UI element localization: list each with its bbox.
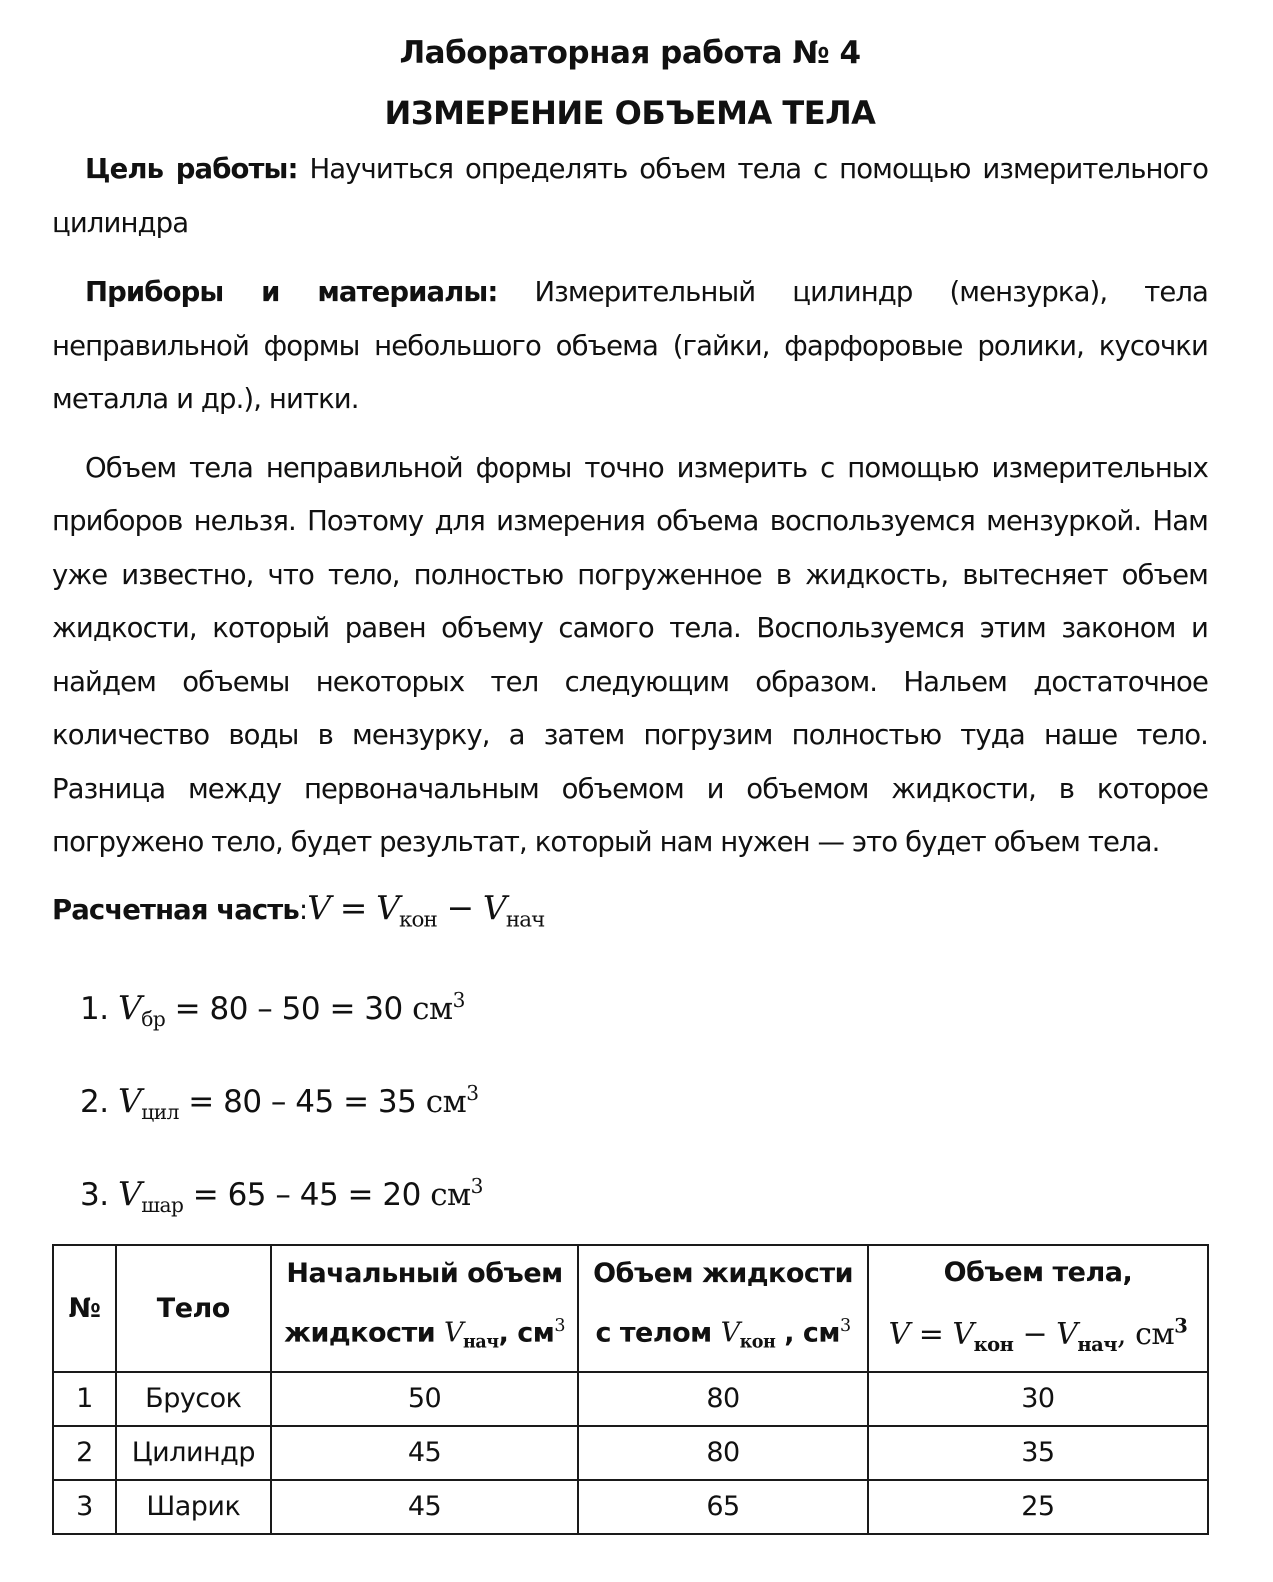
cell-initial: 45 xyxy=(271,1480,579,1534)
cell-volume: 35 xyxy=(868,1426,1208,1480)
cell-volume: 30 xyxy=(868,1372,1208,1426)
cell-final: 80 xyxy=(578,1426,868,1480)
tools-paragraph xyxy=(52,266,1208,427)
header-num: № xyxy=(53,1245,116,1372)
cell-body: Шарик xyxy=(116,1480,271,1534)
cell-final: 65 xyxy=(578,1480,868,1534)
calc-label: Расчетная часть xyxy=(52,893,299,926)
cell-initial: 50 xyxy=(271,1372,579,1426)
main-formula: $V = V_{кон} - V_{нач}$ xyxy=(307,887,545,932)
equation-1: 1. $V_{бр} = 80 - 50 = 30$ $см^3$ xyxy=(80,988,465,1032)
cell-num: 2 xyxy=(53,1426,116,1480)
header-body: Тело xyxy=(116,1245,271,1372)
calc-heading xyxy=(52,888,1208,941)
table-header-row xyxy=(53,1245,1208,1372)
cell-num: 1 xyxy=(53,1372,116,1426)
calc-colon: : xyxy=(298,893,308,926)
cell-volume: 25 xyxy=(868,1480,1208,1534)
goal-text: Научиться определять объем тела с помощью измерительного цилиндра xyxy=(52,153,1209,239)
table-row xyxy=(53,1480,1208,1534)
tools-text: Измерительный цилиндр (мензурка), тела неправильной формы небольшого объема (гайки, фарфоровые ролики, кусочки металла и др.), нитки. xyxy=(52,276,1208,415)
goal-label: Цель работы: xyxy=(85,153,298,185)
document-subtitle: ИЗМЕРЕНИЕ ОБЪЕМА ТЕЛА xyxy=(384,94,876,132)
document-page xyxy=(52,28,1208,1249)
tools-label: Приборы и материалы: xyxy=(85,276,498,308)
cell-body: Брусок xyxy=(116,1372,271,1426)
document-title: Лабораторная работа № 4 xyxy=(399,35,861,71)
table-row xyxy=(53,1372,1208,1426)
table-row xyxy=(53,1426,1208,1480)
cell-num: 3 xyxy=(53,1480,116,1534)
goal-paragraph xyxy=(52,143,1208,250)
header-body-volume: Объем тела, $V = V_{кон} - V_{нач}$, $см^3$ xyxy=(868,1245,1208,1372)
header-final-volume: Объем жидкости с телом $V_{кон}$ , $см^3$ xyxy=(578,1245,868,1372)
body-paragraph: Объем тела неправильной формы точно измерить с помощью измерительных приборов нельзя. Поэтому для измерения объема воспользуемся мензуркой. Нам уже известно, что тело, полностью погруженное в жидкость, вытесняет объем жидкости, который равен объему самого тела. Воспользуемся этим законом и найдем объемы некоторых тел следующим образом. Нальем достаточное количество воды в мензурку, а затем погрузим полностью туда наше тело. Разница между первоначальным объемом и объемом жидкости, в которое погружено тело, будет результат, который нам нужен — это будет объем тела. xyxy=(52,451,1208,858)
cell-body: Цилиндр xyxy=(116,1426,271,1480)
cell-initial: 45 xyxy=(271,1426,579,1480)
equation-2: 2. $V_{цил} = 80 - 45 = 35$ $см^3$ xyxy=(80,1081,479,1125)
results-table xyxy=(52,1244,1209,1535)
cell-final: 80 xyxy=(578,1372,868,1426)
equation-3: 3. $V_{шар} = 65 - 45 = 20$ $см^3$ xyxy=(80,1174,483,1218)
header-initial-volume: Начальный объем жидкости $V_{нач}$, $см^3$ xyxy=(271,1245,579,1372)
